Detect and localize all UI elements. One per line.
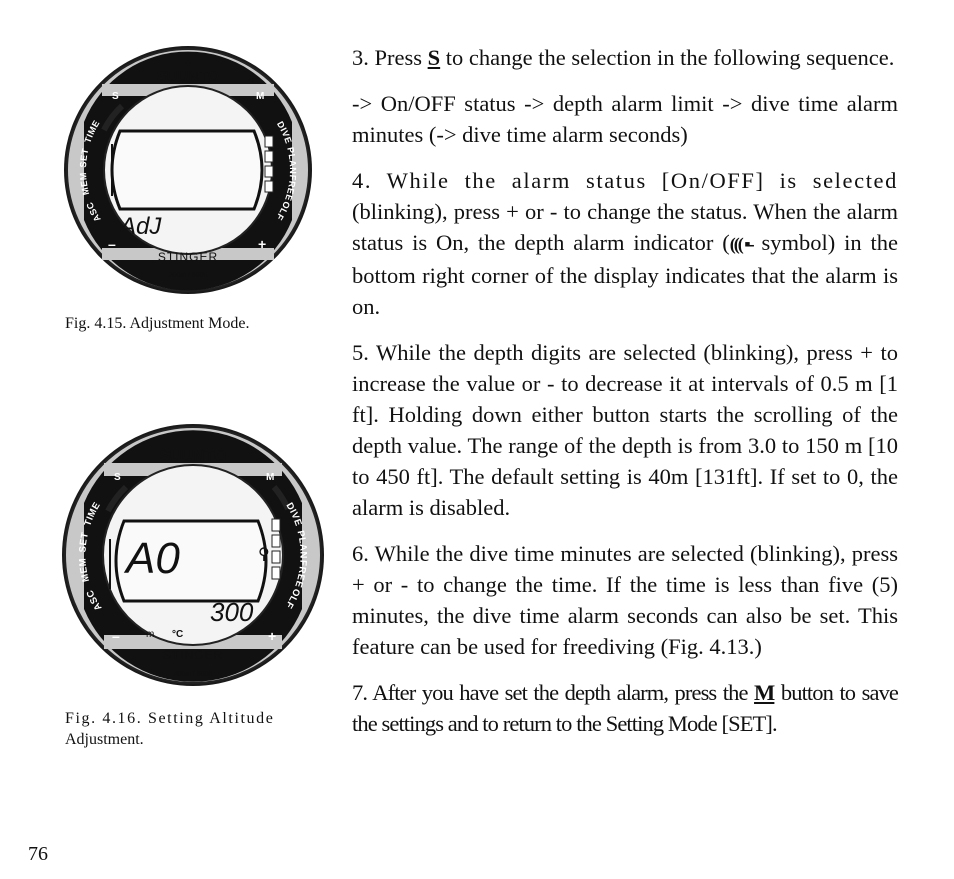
brand-label: SUUNTO — [156, 68, 220, 85]
depth-rating: 200m / 660ft — [168, 272, 208, 279]
mode-label-mem: MEM — [77, 557, 93, 583]
lcd-display — [112, 131, 262, 209]
brand-label: SUUNTO — [159, 448, 227, 465]
minus-button[interactable]: – — [112, 628, 120, 644]
mode-label-asc: ASC — [84, 200, 103, 224]
step-6: 6. While the dive time minutes are selected (blinking), press + or - to change the time. If the time is less than five (5) minutes, the dive time alarm seconds can also be set. This feature can be used for freediving (Fig. 4.13.) — [352, 541, 898, 659]
step-5: 5. While the depth digits are selected (blinking), press + to increase the value or - to decrease it at intervals of 0.5 m [1 ft]. Holding down either button starts the scrolling of the depth value. The range of the depth is from 3.0 to 150 m [10 to 450 ft]. The default setting is 40m [131ft]. If set to 0, the alarm is disabled. — [352, 340, 898, 520]
figure-adjustment-mode — [62, 44, 314, 296]
mode-label-olf: OLF — [274, 199, 292, 223]
mode-label-free: FREE — [282, 174, 298, 203]
caption-line-1: Fig. 4.16. Setting Altitude — [65, 710, 275, 727]
figure-altitude-adjustment — [62, 421, 324, 689]
m-button[interactable]: M — [256, 91, 265, 102]
step-7: 7. After you have set the depth alarm, press the M button to save the settings and to return to the Setting Mode [SET]. — [352, 680, 899, 736]
mode-label-plan: PLAN — [285, 146, 299, 175]
unit-celsius: °C — [172, 629, 184, 640]
diver-icon: ⚲ — [258, 546, 270, 563]
dive-computer-illustration — [62, 44, 314, 296]
mode-label-set: SET — [77, 147, 91, 168]
mode-label-asc: ASC — [84, 587, 105, 613]
plus-button[interactable]: + — [258, 236, 267, 252]
plus-button[interactable]: + — [268, 628, 277, 644]
depth-rating: 200m / 660ft — [173, 671, 213, 678]
figure-caption: Fig. 4.15. Adjustment Mode. — [65, 315, 250, 332]
step-3: 3. Press S to change the selection in the following sequence. — [352, 45, 895, 70]
s-button[interactable]: S — [114, 472, 121, 483]
key-s: S — [427, 45, 441, 70]
figure-caption — [65, 708, 317, 750]
minus-button[interactable]: – — [108, 236, 116, 252]
key-m: M — [754, 680, 775, 705]
page-number: 76 — [28, 843, 48, 865]
mode-label-time: TIME — [82, 500, 103, 528]
mode-label-free: FREE — [292, 559, 309, 590]
mode-label-plan: PLAN — [294, 529, 309, 559]
mode-label-dive: DIVE — [275, 119, 294, 146]
model-label: STINGER — [157, 250, 219, 264]
light-icon: ◁≡ — [248, 77, 258, 84]
step-4: 4. While the alarm status [On/OFF] is selected (blinking), press + or - to change the status. When the alarm status is On, the depth alarm indicator (((( ▪- symbol) in the bottom right corner of the display indicates that the alarm is on. — [352, 168, 898, 319]
lcd-value-text: 300 — [210, 597, 254, 627]
depth-alarm-icon: ((( ▪- — [729, 234, 753, 254]
mode-label-set: SET — [77, 531, 92, 553]
lcd-text: AdJ — [120, 213, 162, 240]
caption-line-2: Adjustment. — [65, 731, 144, 748]
mode-label-mem: MEM — [77, 171, 92, 197]
m-button[interactable]: M — [266, 472, 275, 483]
instruction-text — [352, 42, 898, 754]
unit-meters: m — [146, 629, 155, 640]
mode-label-dive: DIVE — [283, 500, 304, 528]
light-icon: ◁≡ — [256, 457, 266, 464]
mode-label-time: TIME — [82, 118, 102, 145]
model-label: STINGER — [162, 648, 224, 662]
mode-label-olf: OLF — [282, 586, 302, 611]
lcd-main-text: A0 — [126, 534, 180, 583]
s-button[interactable]: S — [112, 91, 119, 102]
selection-sequence: -> On/OFF status -> depth alarm limit -> dive time alarm minutes (-> dive time alarm seconds) — [352, 91, 898, 147]
dive-computer-illustration — [62, 421, 324, 689]
